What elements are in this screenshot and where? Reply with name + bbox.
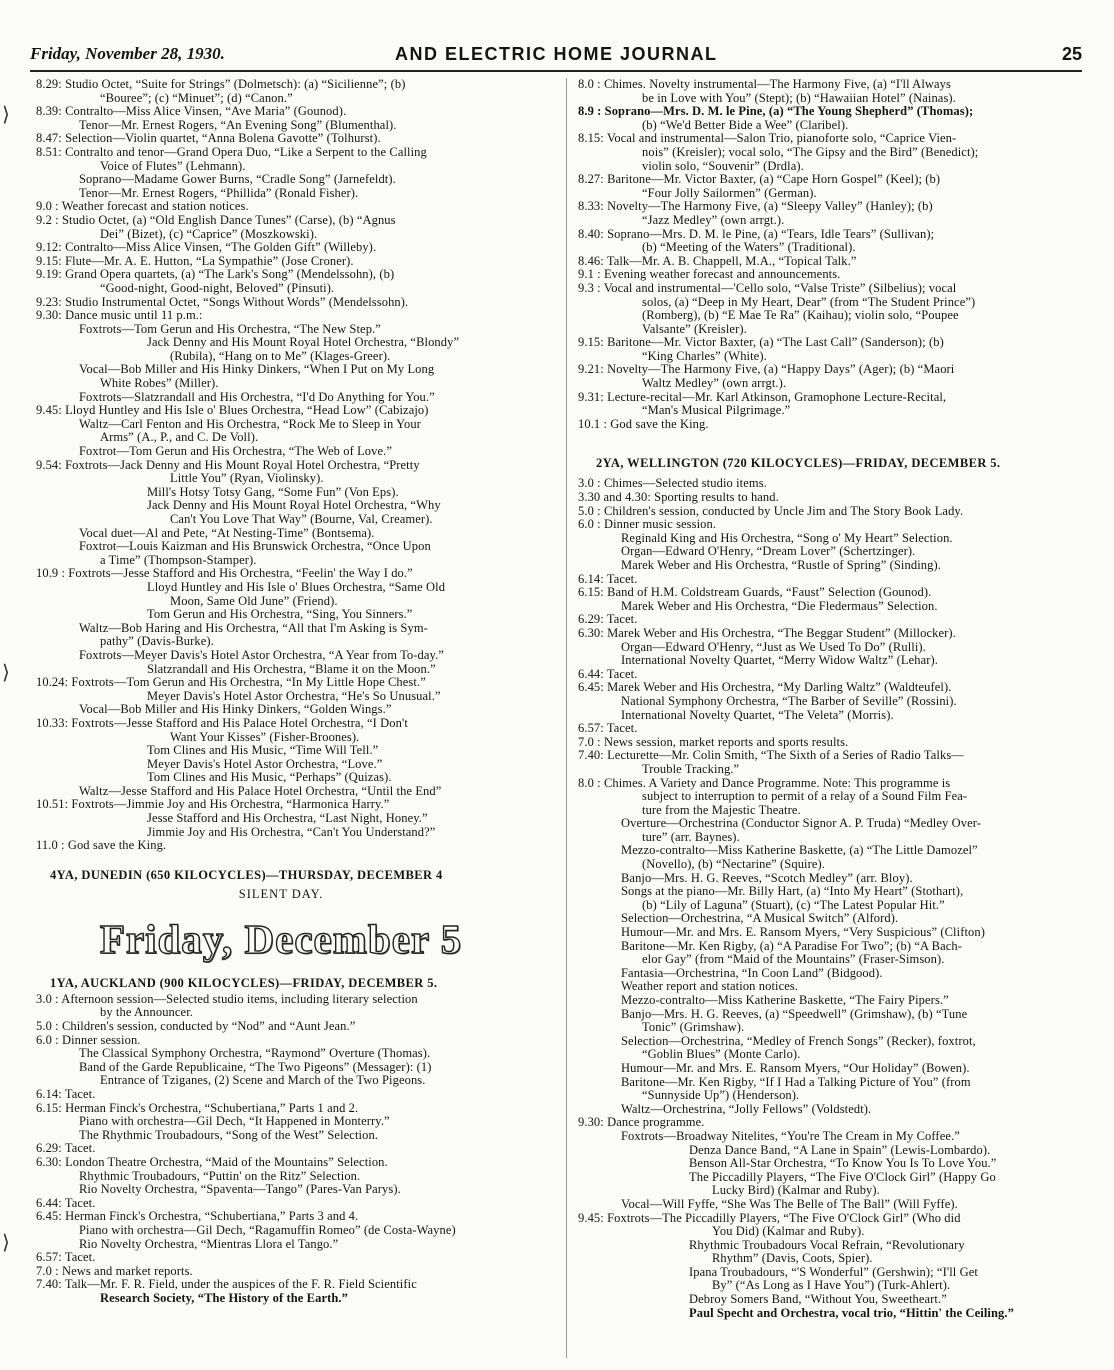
programme-line: 9.45: Foxtrots—The Piccadilly Players, “The Five O'Clock Girl” (Who did: [578, 1211, 961, 1225]
programme-line: be in Love with You” (Stept); (b) “Hawaiian Hotel” (Nainas).: [642, 91, 956, 105]
programme-line: Arms” (A., P., and C. De Voll).: [100, 431, 259, 445]
programme-line: Selection—Orchestrina, “A Musical Switch” (Alford).: [621, 912, 899, 926]
programme-line: (b) “We'd Better Bide a Wee” (Claribel).: [642, 118, 849, 132]
programme-line: “Man's Musical Pilgrimage.”: [642, 404, 791, 418]
programme-line: 6.15: Band of H.M. Coldstream Guards, “Faust” Selection (Gounod).: [578, 586, 932, 600]
header-title: AND ELECTRIC HOME JOURNAL: [395, 44, 718, 64]
programme-line: 9.30: Dance programme.: [578, 1116, 705, 1130]
programme-line: Reginald King and His Orchestra, “Song o' My Heart” Selection.: [621, 531, 953, 545]
programme-line: Organ—Edward O'Henry, “Dream Lover” (Schertzinger).: [621, 545, 916, 559]
programme-line: Tom Gerun and His Orchestra, “Sing, You Sinners.”: [147, 608, 413, 622]
programme-line: Organ—Edward O'Henry, “Just as We Used To Do” (Rulli).: [621, 640, 926, 654]
margin-mark: ⟩: [2, 1230, 10, 1254]
programme-line: ture from the Majestic Theatre.: [642, 803, 801, 817]
programme-line: 7.40: Talk—Mr. F. R. Field, under the auspices of the F. R. Field Scientific: [36, 1278, 417, 1292]
programme-line: Humour—Mr. and Mrs. E. Ransom Myers, “Very Suspicious” (Clifton): [621, 926, 986, 940]
left-column: [36, 78, 556, 1306]
programme-line: 6.44: Tacet.: [36, 1196, 96, 1210]
programme-line: Can't You Love That Way” (Bourne, Val, Creamer).: [170, 513, 433, 526]
programme-line: Rio Novelty Orchestra, “Mientras Llora el Tango.”: [79, 1237, 339, 1251]
programme-line: You Did) (Kalmar and Ruby).: [712, 1225, 865, 1239]
programme-line: 8.0 : Chimes. Novelty instrumental—The Harmony Five, (a) “I'll Always: [578, 78, 951, 91]
programme-line: (Romberg), (b) “E Mae Te Ra” (Kaihau); violin solo, “Poupee: [642, 309, 959, 323]
programme-line: Jack Denny and His Mount Royal Hotel Orchestra, “Blondy”: [147, 336, 460, 350]
programme-line: Baritone—Mr. Ken Rigby, “If I Had a Talking Picture of You” (from: [621, 1075, 971, 1089]
programme-line: 8.46: Talk—Mr. A. B. Chappell, M.A., “Topical Talk.”: [578, 254, 857, 268]
programme-line: Banjo—Mrs. H. G. Reeves, “Scotch Medley” (arr. Bloy).: [621, 871, 913, 885]
programme-line: International Novelty Quartet, “Merry Widow Waltz” (Lehar).: [621, 654, 939, 668]
programme-line: 9.31: Lecture-recital—Mr. Karl Atkinson, Gramophone Lecture-Recital,: [578, 390, 947, 404]
programme-line: Humour—Mr. and Mrs. E. Ransom Myers, “Our Holiday” (Bowen).: [621, 1061, 970, 1075]
programme-line: 10.1 : God save the King.: [578, 417, 709, 431]
programme-line: Soprano—Madame Gower Burns, “Cradle Song” (Jarnefeldt).: [79, 173, 396, 187]
programme-line: “Goblin Blues” (Monte Carlo).: [642, 1048, 801, 1062]
programme-line: 10.51: Foxtrots—Jimmie Joy and His Orchestra, “Harmonica Harry.”: [36, 798, 390, 812]
programme-line: Foxtrots—Tom Gerun and His Orchestra, “The New Step.”: [79, 322, 381, 336]
margin-mark: ⟩: [2, 660, 10, 684]
programme-line: 9.45: Lloyd Huntley and His Isle o' Blues Orchestra, “Head Low” (Cabizajo): [36, 404, 429, 418]
programme-line: 6.0 : Dinner session.: [36, 1033, 141, 1047]
programme-line: 8.0 : Chimes. A Variety and Dance Programme. Note: This programme is: [578, 776, 951, 790]
programme-line: subject to interruption to permit of a relay of a Sound Film Fea-: [642, 790, 968, 804]
programme-line: 3.0 : Chimes—Selected studio items.: [578, 477, 767, 491]
programme-line: 6.45: Herman Finck's Orchestra, “Schubertiana,” Parts 3 and 4.: [36, 1210, 359, 1224]
programme-line: 10.24: Foxtrots—Tom Gerun and His Orchestra, “In My Little Hope Chest.”: [36, 676, 426, 690]
programme-line: 11.0 : God save the King.: [36, 839, 167, 853]
programme-line: “King Charles” (White).: [642, 349, 767, 363]
programme-line: 8.29: Studio Octet, “Suite for Strings” (Dolmetsch): (a) “Sicilienne”; (b): [36, 78, 406, 91]
programme-line: 6.29: Tacet.: [578, 613, 638, 627]
programme-line: 10.33: Foxtrots—Jesse Stafford and His Palace Hotel Orchestra, “I Don't: [36, 716, 408, 730]
programme-line: 9.19: Grand Opera quartets, (a) “The Lark's Song” (Mendelssohn), (b): [36, 268, 395, 282]
programme-line: 9.0 : Weather forecast and station notices.: [36, 200, 249, 214]
programme-line: “Jazz Medley” (own arrgt.).: [642, 213, 785, 227]
station-heading-4ya: 4YA, DUNEDIN (650 KILOCYCLES)—THURSDAY, DECEMBER 4: [50, 867, 443, 882]
station-heading-1ya: 1YA, AUCKLAND (900 KILOCYCLES)—FRIDAY, DECEMBER 5.: [50, 975, 438, 990]
right-column: [578, 78, 1100, 1320]
programme-line: Lloyd Huntley and His Isle o' Blues Orchestra, “Same Old: [147, 580, 446, 594]
programme-line: 9.15: Baritone—Mr. Victor Baxter, (a) “The Last Call” (Sanderson); (b): [578, 336, 944, 350]
programme-line: Waltz—Carl Fenton and His Orchestra, “Rock Me to Sleep in Your: [79, 417, 421, 431]
programme-line: Want Your Kisses” (Fisher-Broones).: [170, 730, 360, 744]
programme-line: Selection—Orchestrina, “Medley of French Songs” (Recker), foxtrot,: [621, 1034, 976, 1048]
programme-line: 9.3 : Vocal and instrumental—'Cello solo, “Valse Triste” (Silbelius); vocal: [578, 281, 957, 295]
programme-line: Songs at the piano—Mr. Billy Hart, (a) “Into My Heart” (Stothart),: [621, 885, 964, 899]
programme-line: Piano with orchestra—Gil Dech, “It Happened in Monterry.”: [79, 1115, 390, 1129]
programme-line: Foxtrots—Broadway Nitelites, “You're The Cream in My Coffee.”: [621, 1129, 960, 1143]
programme-line: White Robes” (Miller).: [100, 377, 219, 391]
programme-line: Entrance of Tziganes, (2) Scene and March of the Two Pigeons.: [100, 1074, 426, 1088]
programme-line: Marek Weber and His Orchestra, “Die Fledermaus” Selection.: [621, 599, 938, 613]
programme-line: 6.29: Tacet.: [36, 1142, 96, 1156]
programme-line: 5.0 : Children's session, conducted by Uncle Jim and The Story Book Lady.: [578, 504, 964, 518]
header-date: Friday, November 28, 1930.: [30, 44, 225, 63]
programme-line: 8.39: Contralto—Miss Alice Vinsen, “Ave Maria” (Gounod).: [36, 105, 347, 119]
programme-line: by the Announcer.: [100, 1006, 194, 1020]
programme-line: 10.9 : Foxtrots—Jesse Stafford and His Orchestra, “Feelin' the Way I do.”: [36, 567, 413, 581]
programme-line: (Rubila), “Hang on to Me” (Klages-Greer).: [170, 349, 391, 363]
programme-line: Jimmie Joy and His Orchestra, “Can't You Understand?”: [147, 825, 436, 839]
programme-line: Waltz—Orchestrina, “Jolly Fellows” (Voldstedt).: [621, 1102, 872, 1116]
programme-line: Rhythmic Troubadours Vocal Refrain, “Revolutionary: [689, 1238, 965, 1252]
day-title: Friday, December 5: [99, 915, 463, 962]
programme-line: Mezzo-contralto—Miss Katherine Baskette, (a) “The Little Damozel”: [621, 844, 978, 858]
programme-line: Weather report and station notices.: [621, 980, 799, 994]
programme-line: 9.15: Flute—Mr. A. E. Hutton, “La Sympathie” (Jose Croner).: [36, 254, 354, 268]
programme-line: Dei” (Bizet), (c) “Caprice” (Moszkowski).: [100, 227, 318, 241]
programme-line: National Symphony Orchestra, “The Barber of Seville” (Rossini).: [621, 694, 957, 708]
programme-line: The Piccadilly Players, “The Five O'Clock Girl” (Happy Go: [689, 1170, 996, 1184]
programme-line: Foxtrots—Meyer Davis's Hotel Astor Orchestra, “A Year from To-day.”: [79, 648, 444, 662]
programme-line: Valsante” (Kreisler).: [642, 322, 747, 336]
programme-line: The Classical Symphony Orchestra, “Raymond” Overture (Thomas).: [79, 1047, 431, 1061]
programme-line: Waltz Medley” (own arrgt.).: [642, 377, 787, 391]
programme-line: Mill's Hotsy Totsy Gang, “Some Fun” (Von Eps).: [147, 485, 399, 499]
programme-line: Fantasia—Orchestrina, “In Coon Land” (Bidgood).: [621, 966, 883, 980]
programme-line: Band of the Garde Republicaine, “The Two Pigeons” (Messager): (1): [79, 1060, 432, 1074]
programme-line: Debroy Somers Band, “Without You, Sweetheart.”: [689, 1293, 947, 1307]
programme-line: 8.15: Vocal and instrumental—Salon Trio, pianoforte solo, “Caprice Vien-: [578, 132, 957, 146]
programme-line: By” (“As Long as I Have You”) (Turk-Ahlert).: [712, 1279, 951, 1293]
programme-line: Vocal—Bob Miller and His Hinky Dinkers, “When I Put on My Long: [79, 363, 435, 377]
programme-line: Trouble Tracking.”: [642, 762, 740, 776]
programme-line: Foxtrot—Tom Gerun and His Orchestra, “The Web of Love.”: [79, 445, 393, 459]
margin-mark: ⟩: [2, 102, 10, 126]
programme-line: nois” (Kreisler); vocal solo, “The Gipsy and the Bird” (Benedict);: [642, 145, 979, 159]
programme-line: 9.54: Foxtrots—Jack Denny and His Mount Royal Hotel Orchestra, “Pretty: [36, 458, 420, 472]
programme-line: 7.0 : News and market reports.: [36, 1264, 193, 1278]
programme-line: 9.21: Novelty—The Harmony Five, (a) “Happy Days” (Ager); (b) “Maori: [578, 363, 955, 377]
programme-line: (b) “Meeting of the Waters” (Traditional).: [642, 241, 856, 255]
programme-line: Slatzrandall and His Orchestra, “Blame it on the Moon.”: [147, 662, 436, 676]
programme-line: pathy” (Davis-Burke).: [100, 635, 214, 649]
programme-line: “Four Jolly Sailormen” (German).: [642, 186, 817, 200]
programme-line: 6.57: Tacet.: [578, 722, 638, 736]
programme-line: Waltz—Bob Haring and His Orchestra, “All that I'm Asking is Sym-: [79, 621, 428, 635]
programme-line: 6.14: Tacet.: [36, 1088, 96, 1101]
programme-line: Vocal duet—Al and Pete, “At Nesting-Time” (Bontsema).: [79, 526, 375, 540]
left-programme-list: [36, 78, 556, 853]
programme-line: Tom Clines and His Music, “Perhaps” (Quizas).: [147, 771, 392, 785]
programme-line: Tenor—Mr. Ernest Rogers, “Phillida” (Ronald Fisher).: [79, 186, 359, 200]
programme-line: 7.0 : News session, market reports and sports results.: [578, 735, 849, 749]
2ya-programme-list: [578, 477, 1100, 1320]
programme-line: Overture—Orchestrina (Conductor Signor A. P. Truda) “Medley Over-: [621, 817, 982, 831]
programme-line: Meyer Davis's Hotel Astor Orchestra, “He's So Unusual.”: [147, 689, 441, 703]
programme-line: Banjo—Mrs. H. G. Reeves, (a) “Speedwell” (Grimshaw), (b) “Tune: [621, 1007, 968, 1021]
programme-line: Paul Specht and Orchestra, vocal trio, “Hittin' the Ceiling.”: [689, 1306, 1014, 1320]
programme-line: 3.30 and 4.30: Sporting results to hand.: [578, 491, 779, 505]
programme-line: Tonic” (Grimshaw).: [642, 1021, 745, 1035]
programme-line: 6.45: Marek Weber and His Orchestra, “My Darling Waltz” (Waldteufel).: [578, 681, 952, 695]
programme-line: 8.47: Selection—Violin quartet, “Anna Bolena Gavotte” (Tolhurst).: [36, 132, 381, 146]
programme-line: 3.0 : Afternoon session—Selected studio items, including literary selection: [36, 992, 418, 1006]
programme-line: 6.14: Tacet.: [578, 572, 638, 586]
programme-line: Tom Clines and His Music, “Time Will Tell.”: [147, 744, 379, 758]
programme-line: Baritone—Mr. Ken Rigby, (a) “A Paradise For Two”; (b) “A Bach-: [621, 939, 963, 953]
programme-line: Jack Denny and His Mount Royal Hotel Orchestra, “Why: [147, 499, 441, 513]
programme-line: 5.0 : Children's session, conducted by “Nod” and “Aunt Jean.”: [36, 1020, 356, 1034]
programme-line: Denza Dance Band, “A Lane in Spain” (Lewis-Lombardo).: [689, 1143, 991, 1157]
programme-line: ture” (arr. Baynes).: [642, 830, 740, 844]
programme-line: Lucky Bird) (Kalmar and Ruby).: [712, 1184, 880, 1198]
programme-line: The Rhythmic Troubadours, “Song of the West” Selection.: [79, 1128, 379, 1142]
programme-line: 8.9 : Soprano—Mrs. D. M. le Pine, (a) “The Young Shepherd” (Thomas);: [578, 105, 974, 119]
programme-line: 8.33: Novelty—The Harmony Five, (a) “Sleepy Valley” (Hanley); (b): [578, 200, 933, 214]
programme-line: 8.51: Contralto and tenor—Grand Opera Duo, “Like a Serpent to the Calling: [36, 145, 427, 159]
programme-line: Meyer Davis's Hotel Astor Orchestra, “Love.”: [147, 757, 383, 771]
programme-line: 6.15: Herman Finck's Orchestra, “Schubertiana,” Parts 1 and 2.: [36, 1101, 359, 1115]
programme-line: Ipana Troubadours, “'S Wonderful” (Gershwin); “I'll Get: [689, 1265, 978, 1279]
programme-line: Rhythm” (Davis, Coots, Spier).: [712, 1252, 873, 1266]
programme-line: Piano with orchestra—Gil Dech, “Ragamuffin Romeo” (de Costa-Wayne): [79, 1223, 456, 1237]
programme-line: 6.30: Marek Weber and His Orchestra, “The Beggar Student” (Millocker).: [578, 626, 956, 640]
programme-line: Rio Novelty Orchestra, “Spaventa—Tango” (Pares-Van Parys).: [79, 1183, 401, 1197]
programme-line: 7.40: Lecturette—Mr. Colin Smith, “The Sixth of a Series of Radio Talks—: [578, 749, 964, 763]
programme-line: Marek Weber and His Orchestra, “Rustle of Spring” (Sinding).: [621, 559, 941, 572]
programme-line: Mezzo-contralto—Miss Katherine Baskette, “The Fairy Pipers.”: [621, 994, 949, 1007]
programme-line: Vocal—Will Fyffe, “She Was The Belle of The Ball” (Will Fyffe).: [621, 1197, 958, 1211]
programme-line: 9.12: Contralto—Miss Alice Vinsen, “The Golden Gift” (Willeby).: [36, 241, 377, 255]
programme-line: “Good-night, Good-night, Beloved” (Pinsuti).: [100, 281, 335, 295]
programme-line: solos, (a) “Deep in My Heart, Dear” (from “The Student Prince”): [642, 295, 976, 309]
programme-line: 8.27: Baritone—Mr. Victor Baxter, (a) “Cape Horn Gospel” (Keel); (b): [578, 173, 941, 187]
programme-line: elor Gay” (from “Maid of the Mountains” (Fraser-Simson).: [642, 953, 945, 967]
programme-line: “Bouree”; (c) “Minuet”; (d) “Canon.”: [100, 91, 293, 105]
programme-line: 9.1 : Evening weather forecast and announcements.: [578, 268, 841, 282]
station-heading-2ya: 2YA, WELLINGTON (720 KILOCYCLES)—FRIDAY, DECEMBER 5.: [596, 456, 1001, 471]
column-divider: [566, 78, 567, 1358]
1ya-programme-list: [36, 993, 556, 1306]
programme-line: Little You” (Ryan, Violinsky).: [170, 472, 324, 486]
programme-line: 6.57: Tacet.: [36, 1251, 96, 1265]
programme-line: “Sunnyside Up”) (Henderson).: [642, 1089, 800, 1103]
programme-line: 9.2 : Studio Octet, (a) “Old English Dance Tunes” (Carse), (b) “Agnus: [36, 213, 396, 227]
programme-line: Foxtrot—Louis Kaizman and His Brunswick Orchestra, “Once Upon: [79, 540, 431, 554]
programme-line: Vocal—Bob Miller and His Hinky Dinkers, “Golden Wings.”: [79, 703, 392, 717]
page-header: [30, 44, 1082, 72]
programme-line: Tenor—Mr. Ernest Rogers, “An Evening Song” (Blumenthal).: [79, 118, 397, 132]
programme-line: (Novello), (b) “Nectarine” (Squire).: [642, 858, 826, 872]
programme-line: Rhythmic Troubadours, “Puttin' on the Ritz” Selection.: [79, 1169, 361, 1183]
programme-line: (b) “Lily of Laguna” (Stuart), (c) “The Latest Popular Hit.”: [642, 898, 945, 912]
programme-line: 9.30: Dance music until 11 p.m.:: [36, 309, 203, 323]
programme-line: Voice of Flutes” (Lehmann).: [100, 159, 246, 173]
programme-line: 8.40: Soprano—Mrs. D. M. le Pine, (a) “Tears, Idle Tears” (Sullivan);: [578, 227, 935, 241]
programme-line: violin solo, “Souvenir” (Drdla).: [642, 159, 804, 173]
right-programme-list: [578, 78, 1100, 431]
programme-line: Moon, Same Old June” (Friend).: [170, 594, 338, 608]
programme-line: Foxtrots—Slatzrandall and His Orchestra, “I'd Do Anything for You.”: [79, 390, 435, 404]
header-page-number: 25: [1061, 44, 1082, 64]
programme-line: Waltz—Jesse Stafford and His Palace Hotel Orchestra, “Until the End”: [79, 784, 442, 798]
programme-line: Jesse Stafford and His Orchestra, “Last Night, Honey.”: [147, 812, 428, 826]
programme-line: 6.44: Tacet.: [578, 667, 638, 681]
programme-line: International Novelty Quartet, “The Veleta” (Morris).: [621, 708, 894, 722]
programme-line: 6.30: London Theatre Orchestra, “Maid of the Mountains” Selection.: [36, 1155, 388, 1169]
programme-line: a Time” (Thompson-Stamper).: [100, 553, 257, 567]
programme-line: 9.23: Studio Instrumental Octet, “Songs Without Words” (Mendelssohn).: [36, 295, 409, 309]
silent-day-notice: SILENT DAY.: [238, 886, 324, 901]
programme-line: Benson All-Star Orchestra, “To Know You Is To Love You.”: [689, 1157, 997, 1171]
programme-line: 6.0 : Dinner music session.: [578, 518, 717, 532]
programme-line: Research Society, “The History of the Earth.”: [100, 1291, 348, 1305]
